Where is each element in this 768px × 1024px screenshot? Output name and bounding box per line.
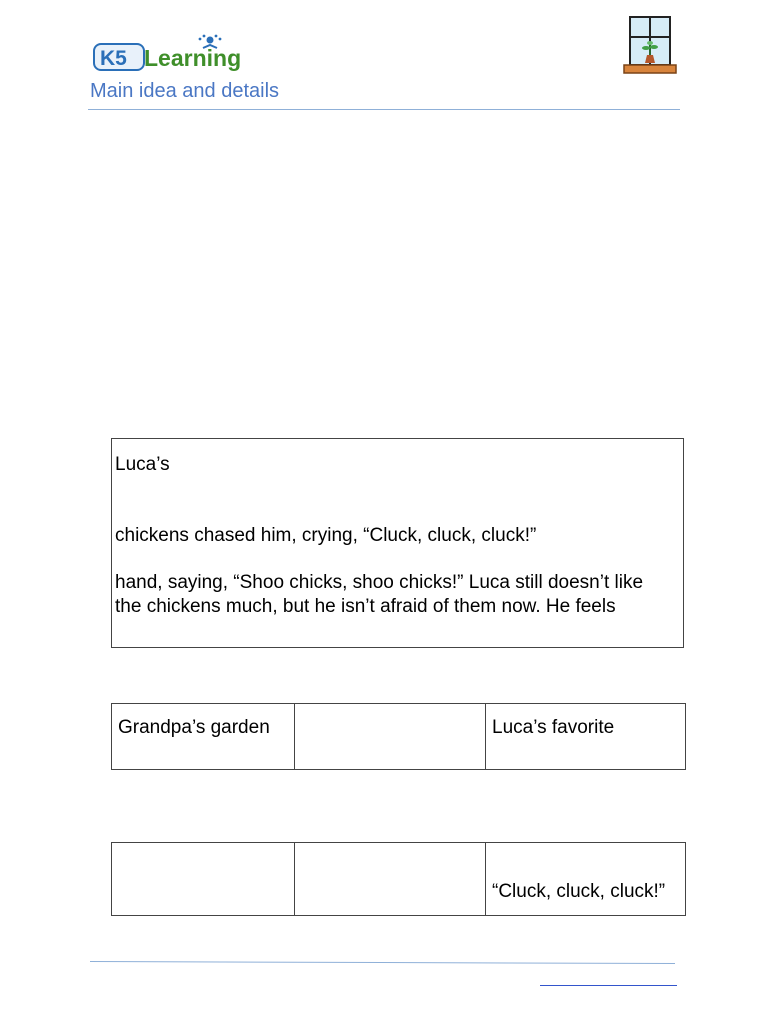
worksheet-subtitle: Main idea and details	[90, 80, 280, 102]
logo-graphic	[92, 34, 257, 76]
passage-line: the chickens much, but he isn’t afraid of them now. He feels	[115, 596, 616, 617]
passage-line: chickens chased him, crying, “Cluck, cluck, cluck!”	[115, 525, 537, 546]
header-divider	[88, 109, 680, 110]
table-cell: “Cluck, cluck, cluck!”	[486, 843, 686, 916]
footer-divider	[90, 961, 675, 964]
table-cell: Grandpa’s garden	[112, 704, 295, 770]
passage-box	[111, 438, 684, 648]
svg-text:K5: K5	[100, 47, 127, 70]
passage-line: hand, saying, “Shoo chicks, shoo chicks!” Luca still doesn’t like	[115, 572, 644, 593]
passage-line: Luca’s	[115, 454, 170, 475]
table-cell	[295, 843, 486, 916]
table-cell: Luca’s favorite	[486, 704, 686, 770]
footer-link[interactable]	[540, 985, 677, 986]
table-cell	[295, 704, 486, 770]
details-table-2	[111, 842, 686, 916]
window-plant-icon	[622, 15, 678, 77]
k5-learning-logo	[92, 34, 257, 76]
svg-text:Learning: Learning	[144, 45, 242, 71]
details-table-1	[111, 703, 686, 770]
table-cell	[112, 843, 295, 916]
